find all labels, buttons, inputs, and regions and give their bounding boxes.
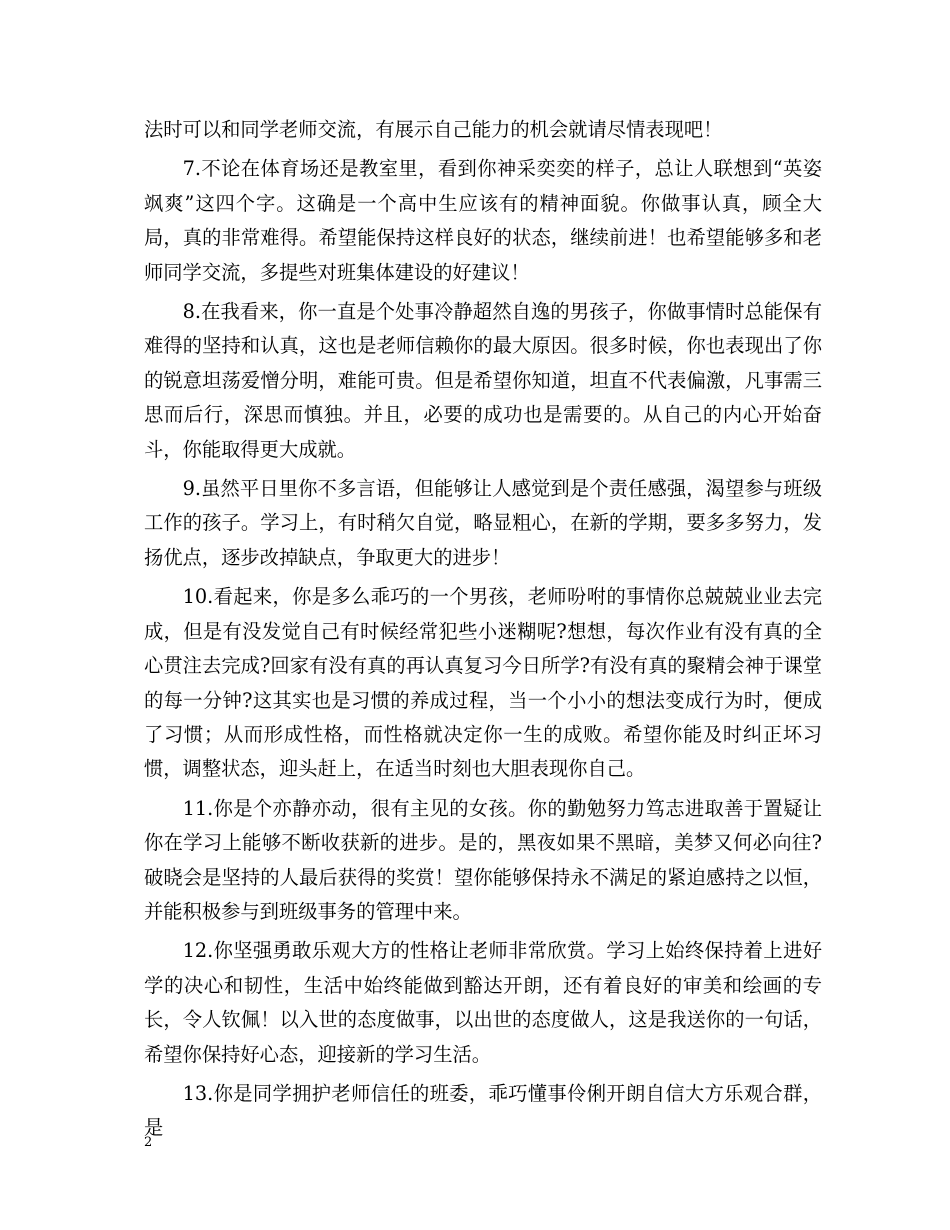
document-body	[144, 113, 822, 1151]
paragraph-continuation: 法时可以和同学老师交流，有展示自己能力的机会就请尽情表现吧！	[144, 118, 723, 141]
paragraph-comment-11: 11.你是个亦静亦动，很有主见的女孩。你的勤勉努力笃志进取善于置疑让你在学习上能够不断收获新的进步。是的，黑夜如果不黑暗，美梦又何必向往?破晓会是坚持的人最后获得的奖赏！望你能够保持永不满足的紧迫感持之以恒，并能积极参与到班级事务的管理中来。	[144, 796, 822, 923]
paragraph-comment-7: 7.不论在体育场还是教室里，看到你神采奕奕的样子，总让人联想到“英姿飒爽”这四个字。这确是一个高中生应该有的精神面貌。你做事认真，顾全大局，真的非常难得。希望能保持这样良好的状态，继续前进！也希望能够多和老师同学交流，多提些对班集体建设的好建议！	[144, 157, 822, 284]
paragraph-comment-8: 8.在我看来，你一直是个处事冷静超然自逸的男孩子，你做事情时总能保有难得的坚持和认真，这也是老师信赖你的最大原因。很多时候，你也表现出了你的锐意坦荡爱憎分明，难能可贵。但是希望你知道，坦直不代表偏激，凡事需三思而后行，深思而慎独。并且，必要的成功也是需要的。从自己的内心开始奋斗，你能取得更大成就。	[144, 300, 822, 461]
paragraph-comment-10: 10.看起来，你是多么乖巧的一个男孩，老师吩咐的事情你总兢兢业业去完成，但是有没发觉自己有时候经常犯些小迷糊呢?想想，每次作业有没有真的全心贯注去完成?回家有没有真的再认真复习今日所学?有没有真的聚精会神于课堂的每一分钟?这其实也是习惯的养成过程，当一个小小的想法变成行为时，便成了习惯；从而形成性格，而性格就决定你一生的成败。希望你能及时纠正坏习惯，调整状态，迎头赶上，在适当时刻也大胆表现你自己。	[144, 585, 822, 781]
paragraph-comment-9: 9.虽然平日里你不多言语，但能够让人感觉到是个责任感强，渴望参与班级工作的孩子。学习上，有时稍欠自觉，略显粗心，在新的学期，要多多努力，发扬优点，逐步改掉缺点，争取更大的进步！	[144, 477, 822, 569]
page-number: 2	[144, 1135, 153, 1150]
paragraph-comment-13: 13.你是同学拥护老师信任的班委，乖巧懂事伶俐开朗自信大方乐观合群，是	[144, 1081, 822, 1140]
paragraph-comment-12: 12.你坚强勇敢乐观大方的性格让老师非常欣赏。学习上始终保持着上进好学的决心和韧性，生活中始终能做到豁达开朗，还有着良好的审美和绘画的专长，令人钦佩！以入世的态度做事，以出世的态度做人，这是我送你的一句话，希望你保持好心态，迎接新的学习生活。	[144, 939, 822, 1066]
